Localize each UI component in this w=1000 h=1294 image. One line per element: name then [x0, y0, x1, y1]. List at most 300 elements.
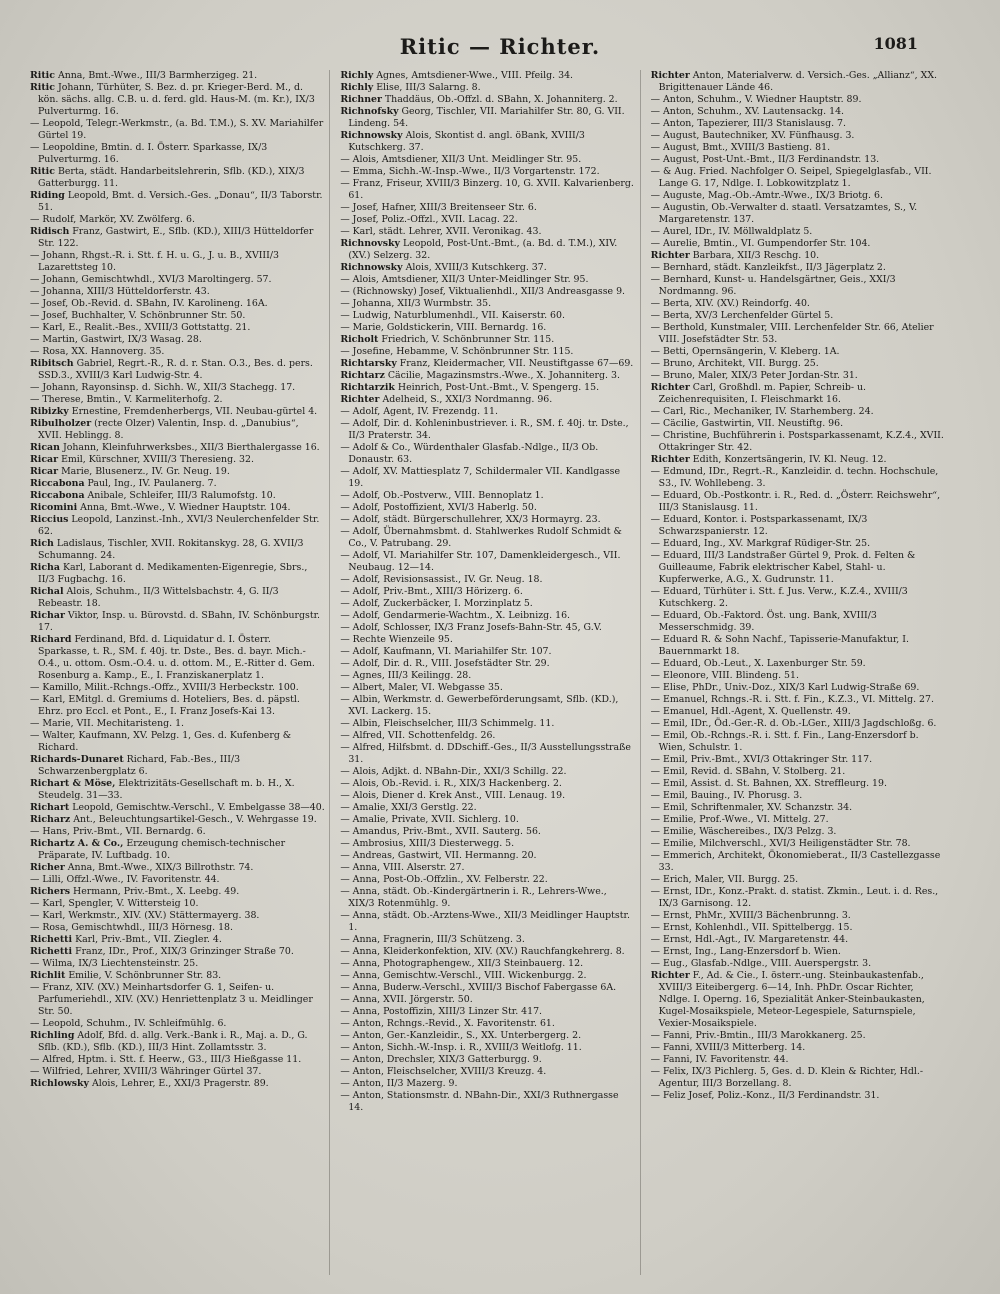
entry-surname: Richlit	[30, 970, 66, 981]
directory-entry	[340, 586, 635, 598]
directory-entry	[30, 1030, 325, 1054]
entry-text: — Marie, VII. Mechitaristeng. 1.	[30, 718, 185, 729]
entry-text: Carl, Großhdl. m. Papier, Schreib- u. Zeichenrequisiten, I. Fleischmarkt 16.	[658, 382, 867, 405]
entry-text: Ernestine, Fremdenherbergs, VII. Neubau-gürtel 4.	[71, 406, 318, 417]
entry-text: Leopold, Lanzinst.-Inh., XVI/3 Neulerchenfelder Str. 62.	[38, 514, 320, 537]
directory-entry	[30, 610, 325, 634]
directory-entry	[340, 358, 635, 370]
directory-entry	[651, 1090, 946, 1102]
entry-text: — Eduard, Ob.-Faktord. Öst. ung. Bank, XVIII/3 Messerschmidg. 39.	[650, 610, 877, 633]
directory-entry	[651, 106, 946, 118]
entry-text: — Aurel, IDr., IV. Möllwaldplatz 5.	[650, 226, 813, 237]
directory-entry	[340, 70, 635, 82]
directory-entry	[340, 526, 635, 550]
entry-text: — Emil, Bauing., IV. Phorusg. 3.	[650, 790, 803, 801]
entry-surname: Richard	[30, 634, 72, 645]
directory-entry	[30, 754, 325, 778]
entry-text: Adolf, Bfd. d. allg. Verk.-Bank i. R., Maj. a. D., G. Sflb. (KD.), Sflb. (KD.), III/3 Hint. Zollamtsstr. 3.	[38, 1030, 308, 1053]
entry-text: — Anna, Gemischtw.-Verschl., VIII. Wickenburgg. 2.	[340, 970, 587, 981]
directory-entry	[340, 442, 635, 466]
directory-entry	[651, 430, 946, 454]
entry-text: — Johann, Rayonsinsp. d. Sichh. W., XII/3 Stachegg. 17.	[30, 382, 296, 393]
entry-text: — Anna, XVII. Jörgerstr. 50.	[340, 994, 473, 1005]
entry-surname: Richart	[30, 802, 70, 813]
directory-entry	[30, 286, 325, 298]
entry-text: — Fanni, IV. Favoritenstr. 44.	[650, 1054, 789, 1065]
entry-text: — Edmund, IDr., Regrt.-R., Kanzleidir. d. techn. Hochschule, S3., IV. Wohllebeng. 3.	[650, 466, 939, 489]
entry-text: — Alois, Amtsdiener, XII/3 Unt. Meidlinger Str. 95.	[340, 154, 582, 165]
entry-text: Anna, Bmt.-Wwe., XIX/3 Billrothstr. 74.	[67, 862, 254, 873]
entry-text: — Christine, Buchführerin i. Postsparkassenamt, K.Z.4., XVII. Ottakringer Str. 42.	[650, 430, 944, 453]
directory-entry	[30, 502, 325, 514]
directory-entry	[30, 694, 325, 718]
entry-text: — Josef, Buchhalter, V. Schönbrunner Str. 50.	[30, 310, 246, 321]
entry-text: — Berta, XV/3 Lerchenfelder Gürtel 5.	[650, 310, 834, 321]
entry-text: — Alois, Diener d. Krek Anst., VIII. Lenaug. 19.	[340, 790, 566, 801]
directory-entry	[651, 406, 946, 418]
entry-surname: Riccabona	[30, 478, 85, 489]
directory-entry	[651, 142, 946, 154]
directory-entry	[651, 190, 946, 202]
entry-text: — Emilie, Wäschereibes., IX/3 Pelzg. 3.	[650, 826, 837, 837]
directory-entry	[651, 910, 946, 922]
entry-text: — August, Post-Unt.-Bmt., II/3 Ferdinandstr. 13.	[650, 154, 880, 165]
directory-entry	[30, 82, 325, 118]
directory-entry	[651, 202, 946, 226]
entry-text: — Adolf, Übernahmsbmt. d. Stahlwerkes Rudolf Schmidt & Co., V. Patrubang. 29.	[340, 526, 622, 549]
running-head: Ritic — Richter.	[399, 34, 601, 59]
entry-text: Ladislaus, Tischler, XVII. Rokitanskyg. 28, G. XVII/3 Schumanng. 24.	[38, 538, 304, 561]
directory-entry	[651, 670, 946, 682]
directory-entry	[30, 682, 325, 694]
directory-entry	[340, 1018, 635, 1030]
entry-surname: Ritic	[30, 166, 55, 177]
entry-text: — August, Bautechniker, XV. Fünfhausg. 3.	[650, 130, 855, 141]
directory-entry	[651, 706, 946, 718]
directory-entry	[651, 970, 946, 1030]
entry-surname: Riccabona	[30, 490, 85, 501]
entry-text: F., Ad. & Cie., I. österr.-ung. Steinbaukastenfab., XVIII/3 Eiteibergerg. 6—14, Inh. PhDr. Oscar Richter, Ndlge. I. Operng. 16, Spezialität Anker-Steinbaukasten, Kugel-Mosaikspiele, Meteor-Legespiele, Saturnspiele, Vexier-Mosaikspiele.	[658, 970, 925, 1029]
entry-text: — Ernst, Kohlenhdl., VII. Spittelbergg. 15.	[650, 922, 853, 933]
entry-text: — Emil, Ob.-Rchngs.-R. i. Stt. f. Fin., Lang-Enzersdorf b. Wien, Schulstr. 1.	[650, 730, 919, 753]
entry-surname: Ricomini	[30, 502, 78, 513]
entry-text: — Ernst, IDr., Konz.-Prakt. d. statist. Zkmin., Leut. i. d. Res., IX/3 Garnisong. 12.	[650, 886, 939, 909]
entry-text: — Leopold, Schuhm., IV. Schleifmühlg. 6.	[30, 1018, 227, 1029]
entry-text: — Eduard, Ob.-Leut., X. Laxenburger Str. 59.	[650, 658, 866, 669]
directory-entry	[651, 154, 946, 166]
directory-entry	[340, 730, 635, 742]
entry-text: — Adolf, Gendarmerie-Wachtm., X. Leibnizg. 16.	[340, 610, 571, 621]
entry-text: Leopold, Post-Unt.-Bmt., (a. Bd. d. T.M.), XIV. (XV.) Selzerg. 32.	[348, 238, 618, 261]
directory-entry	[651, 754, 946, 766]
directory-entry	[340, 178, 635, 202]
entry-surname: Richers	[30, 886, 71, 897]
directory-entry	[651, 490, 946, 514]
directory-entry	[30, 1018, 325, 1030]
entry-surname: Richly	[340, 70, 374, 81]
entry-text: — Emma, Sichh.-W.-Insp.-Wwe., II/3 Vorgartenstr. 172.	[340, 166, 600, 177]
entry-text: — Johann, Gemischtwhdl., XVI/3 Maroltingerg. 57.	[30, 274, 272, 285]
entry-text: — Adolf, Ob.-Postverw., VIII. Bennoplatz 1.	[340, 490, 544, 501]
directory-entry	[30, 1066, 325, 1078]
entry-text: Johann, Kleinfuhrwerksbes., XII/3 Bierthalergasse 16.	[62, 442, 320, 453]
entry-text: — Bruno, Architekt, VII. Burgg. 25.	[650, 358, 819, 369]
directory-entry	[651, 586, 946, 610]
directory-entry	[340, 154, 635, 166]
entry-surname: Richlowsky	[30, 1078, 89, 1089]
directory-entry	[30, 490, 325, 502]
entry-text: — August, Bmt., XVIII/3 Bastieng. 81.	[650, 142, 831, 153]
entry-text: — Johanna, XII/3 Wurmbstr. 35.	[340, 298, 492, 309]
entry-text: — Alois, Ob.-Revid. i. R., XIX/3 Hackenberg. 2.	[340, 778, 562, 789]
directory-entry	[30, 310, 325, 322]
directory-entry	[651, 466, 946, 490]
entry-text: — Josef, Ob.-Revid. d. SBahn, IV. Karolineng. 16A.	[30, 298, 268, 309]
entry-text: — Anton, Rchngs.-Revid., X. Favoritenstr. 61.	[340, 1018, 555, 1029]
directory-entry	[651, 694, 946, 706]
directory-entry	[651, 346, 946, 358]
entry-text: — Anton, Tapezierer, III/3 Stanislausg. 7.	[650, 118, 846, 129]
directory-column-3	[651, 70, 950, 1275]
entry-surname: Rican	[30, 442, 60, 453]
directory-entry	[30, 898, 325, 910]
entry-text: Leopold, Bmt. d. Versich.-Ges. „Donau“, II/3 Taborstr. 51.	[38, 190, 323, 213]
entry-text: — Rechte Wienzeile 95.	[340, 634, 453, 645]
entry-text: — Agnes, III/3 Keilingg. 28.	[340, 670, 472, 681]
directory-entry	[340, 166, 635, 178]
directory-column-1	[30, 70, 330, 1275]
directory-entry	[30, 70, 325, 82]
entry-text: — Adolf, Dir. d. R., VIII. Josefstädter Str. 29.	[340, 658, 550, 669]
directory-entry	[651, 298, 946, 310]
directory-entry	[340, 718, 635, 730]
entry-text: — Alfred, Hptm. i. Stt. f. Heerw., G3., III/3 Hießgasse 11.	[30, 1054, 302, 1065]
entry-text: — Ludwig, Naturblumenhdl., VII. Kaiserstr. 60.	[340, 310, 565, 321]
entry-text: — Adolf, städt. Bürgerschullehrer, XX/3 Hormayrg. 23.	[340, 514, 601, 525]
entry-text: — Karl, Spengler, V. Wittersteig 10.	[30, 898, 199, 909]
directory-entry	[30, 322, 325, 334]
entry-text: — Adolf, Revisionsassist., IV. Gr. Neug. 18.	[340, 574, 543, 585]
directory-entry	[30, 298, 325, 310]
entry-text: — Amalie, Private, XVII. Sichlerg. 10.	[340, 814, 519, 825]
entry-surname: Richly	[340, 82, 374, 93]
directory-entry	[30, 814, 325, 826]
entry-text: — Lilli, Offzl.-Wwe., IV. Favoritenstr. 44.	[30, 874, 220, 885]
directory-entry	[340, 1030, 635, 1042]
directory-entry	[30, 838, 325, 862]
entry-text: — Karl, E., Realit.-Bes., XVIII/3 Gottstattg. 21.	[30, 322, 251, 333]
directory-entry	[340, 646, 635, 658]
directory-entry	[30, 250, 325, 274]
entry-text: — Amandus, Priv.-Bmt., XVII. Sauterg. 56.	[340, 826, 541, 837]
directory-entry	[30, 538, 325, 562]
directory-entry	[340, 886, 635, 910]
entry-text: Anna, Bmt.-Wwe., V. Wiedner Hauptstr. 104.	[80, 502, 291, 513]
directory-entry	[30, 118, 325, 142]
entry-text: — Alois, Amtsdiener, XII/3 Unter-Meidlinger Str. 95.	[340, 274, 589, 285]
entry-text: Emilie, V. Schönbrunner Str. 83.	[68, 970, 222, 981]
directory-entry	[340, 418, 635, 442]
directory-entry	[340, 130, 635, 154]
entry-text: Emil, Kürschner, XVIII/3 Theresieng. 32.	[61, 454, 254, 465]
entry-text: — Rosa, Gemischtwhdl., III/3 Hörnesg. 18.	[30, 922, 233, 933]
entry-text: — Leopoldine, Bmtin. d. I. Österr. Sparkasse, IX/3 Pulverturmg. 16.	[30, 142, 268, 165]
entry-surname: Richter	[650, 250, 690, 261]
directory-entry	[30, 514, 325, 538]
directory-entry	[651, 682, 946, 694]
entry-surname: Ricar	[30, 466, 59, 477]
entry-surname: Richnowsky	[340, 130, 403, 141]
directory-entry	[651, 514, 946, 538]
entry-text: — Emmerich, Architekt, Ökonomieberat., II/3 Castellezgasse 33.	[650, 850, 941, 873]
entry-text: — Franz, Friseur, XVIII/3 Binzerg. 10, G. XVII. Kalvarienberg. 61.	[340, 178, 634, 201]
directory-entry	[340, 94, 635, 106]
directory-entry	[30, 778, 325, 802]
directory-entry	[651, 1054, 946, 1066]
directory-entry	[30, 274, 325, 286]
directory-entry	[340, 202, 635, 214]
entry-surname: Richter	[650, 70, 690, 81]
directory-entry	[651, 130, 946, 142]
entry-text: — Emanuel, Hdl.-Agent, X. Quellenstr. 49.	[650, 706, 851, 717]
directory-entry	[340, 634, 635, 646]
directory-entry	[651, 70, 946, 94]
directory-entry	[30, 970, 325, 982]
directory-entry	[340, 574, 635, 586]
entry-text: (recte Olzer) Valentin, Insp. d. „Danubius“, XVII. Heblingg. 8.	[38, 418, 299, 441]
entry-text: Ferdinand, Bfd. d. Liquidatur d. I. Österr. Sparkasse, t. R., SM. f. 40j. tr. Dste., Bes. d. bayr. Mich.-O.4., u. ottom. Osm.-O.4. u. d. ottom. M., E.-Ritter d. Gem. Rosenburg a. Kamp., E., I. Franziskanerplatz 1.	[38, 634, 315, 681]
entry-text: — Anton, Schuhm., XV. Lautensackg. 14.	[650, 106, 845, 117]
entry-surname: Richling	[30, 1030, 75, 1041]
entry-text: — Anton, Ger.-Kanzleidir., S., XX. Unterbergerg. 2.	[340, 1030, 582, 1041]
entry-text: — Karl, EMitgl. d. Gremiums d. Hoteliers, Bes. d. päpstl. Ehrz. pro Eccl. et Pont., E., I. Franz Josefs-Kai 13.	[30, 694, 300, 717]
directory-entry	[340, 466, 635, 490]
directory-entry	[651, 370, 946, 382]
entry-text: — Aurelie, Bmtin., VI. Gumpendorfer Str. 104.	[650, 238, 871, 249]
directory-entry	[340, 946, 635, 958]
entry-surname: Ridisch	[30, 226, 70, 237]
entry-text: Hermann, Priv.-Bmt., X. Leebg. 49.	[73, 886, 240, 897]
directory-entry	[340, 1042, 635, 1054]
directory-entry	[30, 418, 325, 442]
directory-entry	[340, 1054, 635, 1066]
directory-entry	[30, 586, 325, 610]
entry-text: Heinrich, Post-Unt.-Bmt., V. Spengerg. 15.	[397, 382, 600, 393]
directory-entry	[30, 922, 325, 934]
entry-text: — Andreas, Gastwirt, VII. Hermanng. 20.	[340, 850, 537, 861]
entry-text: — Eleonore, VIII. Blindeng. 51.	[650, 670, 799, 681]
directory-entry	[340, 226, 635, 238]
entry-surname: Richter	[650, 970, 690, 981]
directory-entry	[651, 850, 946, 874]
entry-text: — Eduard, Ob.-Postkontr. i. R., Red. d. „Österr. Reichswehr“, III/3 Stanislausg. 11.	[650, 490, 941, 513]
entry-surname: Richner	[340, 94, 382, 105]
directory-entry	[340, 682, 635, 694]
entry-surname: Ribulholzer	[30, 418, 92, 429]
directory-entry	[651, 922, 946, 934]
directory-entry	[340, 394, 635, 406]
entry-text: Karl, Priv.-Bmt., VII. Ziegler. 4.	[75, 934, 222, 945]
entry-text: — Eduard, Kontor. i. Postsparkassenamt, IX/3 Schwarzspanierstr. 12.	[650, 514, 868, 537]
directory-entry	[340, 334, 635, 346]
directory-entry	[651, 262, 946, 274]
entry-surname: Ritic	[30, 82, 55, 93]
entry-text: — Fanni, XVIII/3 Mitterberg. 14.	[650, 1042, 806, 1053]
directory-entry	[30, 862, 325, 874]
directory-entry	[340, 370, 635, 382]
entry-text: — Eug., Glasfab.-Ndlge., VIII. Auerspergstr. 3.	[650, 958, 872, 969]
directory-entry	[340, 610, 635, 622]
directory-entry	[340, 1078, 635, 1090]
entry-text: — Adolf, Postoffizient, XVI/3 Haberlg. 50.	[340, 502, 537, 513]
directory-entry	[30, 406, 325, 418]
entry-text: — (Richnowsky) Josef, Viktualienhdl., XII/3 Andreasgasse 9.	[340, 286, 626, 297]
entry-text: — Eduard, III/3 Landstraßer Gürtel 9, Prok. d. Felten & Guilleaume, Fabrik elektrischer Kabel, Stahl- u. Kupferwerke, A.G., X. Gudrunstr. 11.	[650, 550, 916, 585]
entry-surname: Richnofsky	[340, 106, 399, 117]
directory-entry	[30, 826, 325, 838]
entry-text: — Anton, II/3 Mazerg. 9.	[340, 1078, 458, 1089]
directory-entry	[30, 802, 325, 814]
directory-entry	[651, 322, 946, 346]
entry-text: Georg, Tischler, VII. Mariahilfer Str. 80, G. VII. Lindeng. 54.	[348, 106, 625, 129]
entry-surname: Ribizky	[30, 406, 69, 417]
entry-text: Alois, Schuhm., II/3 Wittelsbachstr. 4, G. II/3 Rebeastr. 18.	[38, 586, 279, 609]
directory-entry	[30, 1054, 325, 1066]
entry-surname: Richarz	[30, 814, 71, 825]
directory-entry	[340, 514, 635, 526]
entry-text: — Adolf, XV. Mattiesplatz 7, Schildermaler VII. Kandlgasse 19.	[340, 466, 620, 489]
entry-text: — Felix, IX/3 Pichlerg. 5, Ges. d. D. Klein & Richter, Hdl.-Agentur, III/3 Borzellang. 8.	[650, 1066, 923, 1089]
entry-text: — Bernhard, Kunst- u. Handelsgärtner, Geis., XXI/3 Nordmanng. 96.	[650, 274, 896, 297]
entry-text: Paul, Ing., IV. Paulanerg. 7.	[87, 478, 217, 489]
entry-surname: Richart & Möse,	[30, 778, 116, 789]
entry-surname: Richetti	[30, 946, 73, 957]
entry-text: Agnes, Amtsdiener-Wwe., VIII. Pfeilg. 34.	[376, 70, 574, 81]
entry-text: — Augustin, Ob.-Verwalter d. staatl. Versatzamtes, S., V. Margaretenstr. 137.	[650, 202, 918, 225]
entry-text: — Ernst, Hdl.-Agt., IV. Margaretenstr. 44.	[650, 934, 849, 945]
entry-text: — Emil, Priv.-Bmt., XVI/3 Ottakringer Str. 117.	[650, 754, 873, 765]
directory-entry	[651, 382, 946, 406]
directory-entry	[340, 874, 635, 886]
entry-surname: Richartz A. & Co.,	[30, 838, 124, 849]
entry-text: — Ernst, PhMr., XVIII/3 Bächenbrunng. 3.	[650, 910, 851, 921]
directory-entry	[30, 946, 325, 958]
directory-entry	[340, 910, 635, 934]
entry-text: — Eduard R. & Sohn Nachf., Tapisserie-Manufaktur, I. Bauernmarkt 18.	[650, 634, 909, 657]
directory-entry	[651, 958, 946, 970]
directory-entry	[30, 478, 325, 490]
entry-text: — Berthold, Kunstmaler, VIII. Lerchenfelder Str. 66, Atelier VIII. Josefstädter Str. 53.	[650, 322, 934, 345]
entry-text: — Anna, Post-Ob.-Offzlin., XV. Felberstr. 22.	[340, 874, 548, 885]
directory-entry	[30, 730, 325, 754]
entry-text: Marie, Blusenerz., IV. Gr. Neug. 19.	[61, 466, 230, 477]
entry-text: Friedrich, V. Schönbrunner Str. 115.	[381, 334, 555, 345]
entry-text: — Carl, Ric., Mechaniker, IV. Starhemberg. 24.	[650, 406, 874, 417]
entry-text: Anton, Materialverw. d. Versich.-Ges. „Allianz“, XX. Brigittenauer Lände 46.	[658, 70, 937, 93]
directory-entry	[340, 958, 635, 970]
directory-entry	[340, 670, 635, 682]
directory-entry	[651, 946, 946, 958]
directory-entry	[30, 454, 325, 466]
entry-text: — Hans, Priv.-Bmt., VII. Bernardg. 6.	[30, 826, 206, 837]
directory-entry	[340, 598, 635, 610]
directory-entry	[651, 274, 946, 298]
directory-entry	[651, 718, 946, 730]
directory-entry	[340, 502, 635, 514]
entry-surname: Richter	[650, 454, 690, 465]
entry-text: Leopold, Gemischtw.-Verschl., V. Embelgasse 38—40.	[72, 802, 325, 813]
directory-entry	[340, 322, 635, 334]
directory-entry	[340, 766, 635, 778]
directory-entry	[30, 634, 325, 682]
entry-text: Berta, städt. Handarbeitslehrerin, Sflb. (KD.), XIX/3 Gatterburgg. 11.	[38, 166, 305, 189]
entry-text: — Auguste, Mag.-Ob.-Amtr.-Wwe., IX/3 Briotg. 6.	[650, 190, 883, 201]
entry-text: — Emil, Assist. d. St. Bahnen, XX. Streffleurg. 19.	[650, 778, 887, 789]
entry-text: — Rosa, XX. Hannoverg. 35.	[30, 346, 165, 357]
directory-entry	[340, 850, 635, 862]
entry-text: — Anna, städt. Ob.-Arztens-Wwe., XII/3 Meidlinger Hauptstr. 1.	[340, 910, 630, 933]
directory-entry	[30, 190, 325, 214]
entry-text: — Bernhard, städt. Kanzleikfst., II/3 Jägerplatz 2.	[650, 262, 886, 273]
directory-entry	[340, 274, 635, 286]
directory-column-2	[340, 70, 640, 1275]
entry-text: — Alfred, VII. Schottenfeldg. 26.	[340, 730, 496, 741]
directory-entry	[30, 934, 325, 946]
directory-entry	[651, 826, 946, 838]
entry-text: — Adolf, Zuckerbäcker, I. Morzinplatz 5.	[340, 598, 533, 609]
directory-entry	[340, 694, 635, 718]
directory-entry	[651, 766, 946, 778]
directory-entry	[651, 166, 946, 190]
entry-surname: Richtarsky	[340, 358, 397, 369]
directory-entry	[340, 934, 635, 946]
entry-text: Edith, Konzertsängerin, IV. Kl. Neug. 12.	[692, 454, 887, 465]
entry-text: — Anna, Postoffizin, XIII/3 Linzer Str. 417.	[340, 1006, 543, 1017]
entry-text: — Anton, Schuhm., V. Wiedner Hauptstr. 89.	[650, 94, 862, 105]
entry-text: — Eduard, Türhüter i. Stt. f. Jus. Verw., K.Z.4., XVIII/3 Kutschkerg. 2.	[650, 586, 908, 609]
directory-entry	[651, 550, 946, 586]
directory-entry	[651, 730, 946, 754]
directory-entry	[340, 838, 635, 850]
directory-entry	[340, 490, 635, 502]
entry-text: — Franz, XIV. (XV.) Meinhartsdorfer G. 1, Seifen- u. Parfumeriehdl., XIV. (XV.) Henriettenplatz 3 u. Meidlinger Str. 50.	[30, 982, 313, 1017]
entry-text: — Anton, Stationsmstr. d. NBahn-Dir., XXI/3 Ruthnergasse 14.	[340, 1090, 619, 1113]
directory-entry	[30, 166, 325, 190]
entry-text: — Betti, Opernsängerin, V. Kleberg. 1A.	[650, 346, 840, 357]
entry-text: — Cäcilie, Gastwirtin, VII. Neustiftg. 96.	[650, 418, 844, 429]
entry-surname: Richnowsky	[340, 262, 403, 273]
entry-text: — Emilie, Milchverschl., XVI/3 Heiligenstädter Str. 78.	[650, 838, 911, 849]
entry-surname: Ricar	[30, 454, 59, 465]
directory-entry	[30, 718, 325, 730]
entry-text: — Leopold, Telegr.-Werkmstr., (a. Bd. T.M.), S. XV. Mariahilfer Gürtel 19.	[30, 118, 324, 141]
entry-surname: Richolt	[340, 334, 379, 345]
directory-entry	[340, 550, 635, 574]
entry-text: — Anton, Sichh.-W.-Insp. i. R., XVIII/3 Weitlofg. 11.	[340, 1042, 582, 1053]
entry-text: — Karl, städt. Lehrer, XVII. Veronikag. 43.	[340, 226, 542, 237]
directory-entry	[30, 394, 325, 406]
directory-entry	[340, 82, 635, 94]
page-number: 1081	[873, 34, 918, 53]
entry-surname: Richer	[30, 862, 65, 873]
entry-text: — Bruno, Maler, XIX/3 Peter Jordan-Str. 31.	[650, 370, 858, 381]
directory-entry	[340, 742, 635, 766]
entry-text: — Anton, Drechsler, XIX/3 Gatterburgg. 9.	[340, 1054, 542, 1065]
entry-text: Viktor, Insp. u. Bürovstd. d. SBahn, IV. Schönburgstr. 17.	[38, 610, 321, 633]
directory-entry	[340, 1090, 635, 1114]
entry-text: Franz, Gastwirt, E., Sflb. (KD.), XIII/3 Hütteldorfer Str. 122.	[38, 226, 314, 249]
entry-surname: Richter	[340, 394, 380, 405]
